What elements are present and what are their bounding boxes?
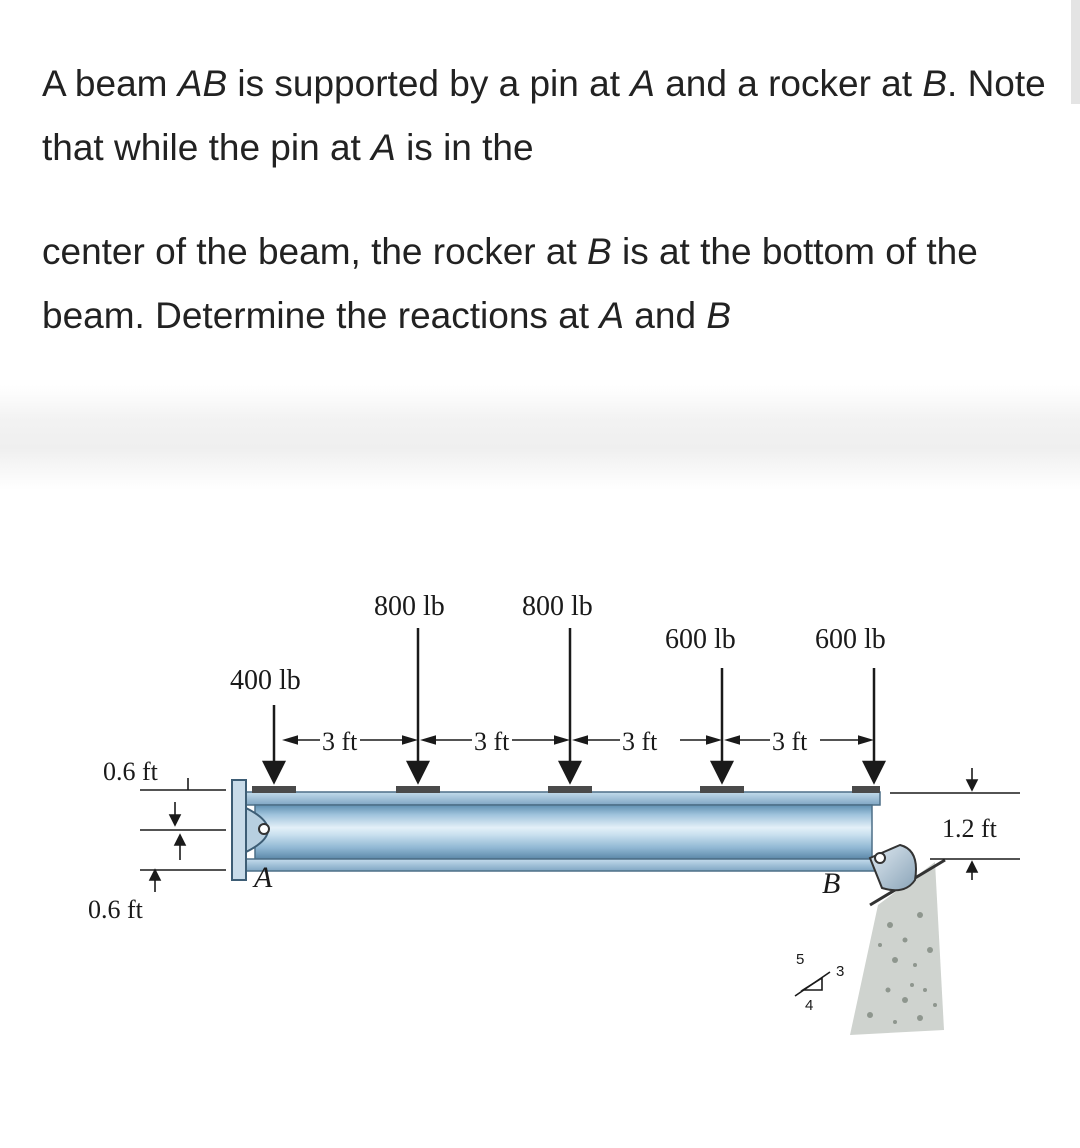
load-label: 800 lb (522, 591, 593, 622)
slope-horiz-label: 4 (805, 997, 814, 1014)
dimension-label: 1.2 ft (942, 814, 997, 843)
text-run: is supported by a pin at (227, 63, 631, 104)
spacing-label: 3 ft (474, 727, 510, 756)
point-b-label: B (822, 867, 841, 900)
left-dimensions (140, 778, 226, 892)
point-label: B (587, 231, 612, 272)
point-a-label: A (254, 861, 273, 894)
point-label: A (599, 295, 625, 336)
dimension-label: 0.6 ft (88, 895, 143, 924)
slope-vert-label: 3 (836, 963, 845, 980)
point-label: A (630, 63, 655, 104)
load-label: 400 lb (230, 665, 301, 696)
beam (245, 792, 880, 871)
load-label: 800 lb (374, 591, 445, 622)
text-run: is at the bottom of the beam. Determine the reactions at (42, 231, 978, 336)
load-label: 600 lb (815, 624, 886, 655)
dimension-label: 0.6 ft (103, 757, 158, 786)
slope-triangle (795, 972, 830, 996)
text-run: is in the (395, 127, 534, 168)
point-label: B (922, 63, 948, 104)
text-run: . Note that while the pin at (42, 63, 1046, 168)
load-arrows (264, 628, 884, 782)
load-label: 600 lb (665, 624, 736, 655)
spacing-label: 3 ft (322, 727, 358, 756)
point-label: B (706, 295, 732, 336)
text-run: and a rocker at (654, 63, 923, 104)
spacing-label: 3 ft (772, 727, 808, 756)
text-run: A beam (42, 63, 178, 104)
point-label: AB (177, 63, 228, 104)
text-run: center of the beam, the rocker at (42, 231, 588, 272)
slope-hyp-label: 5 (796, 951, 805, 968)
text-run: and (624, 295, 707, 336)
point-label: A (371, 127, 396, 168)
spacing-label: 3 ft (622, 727, 658, 756)
rocker-support-b (870, 845, 916, 890)
